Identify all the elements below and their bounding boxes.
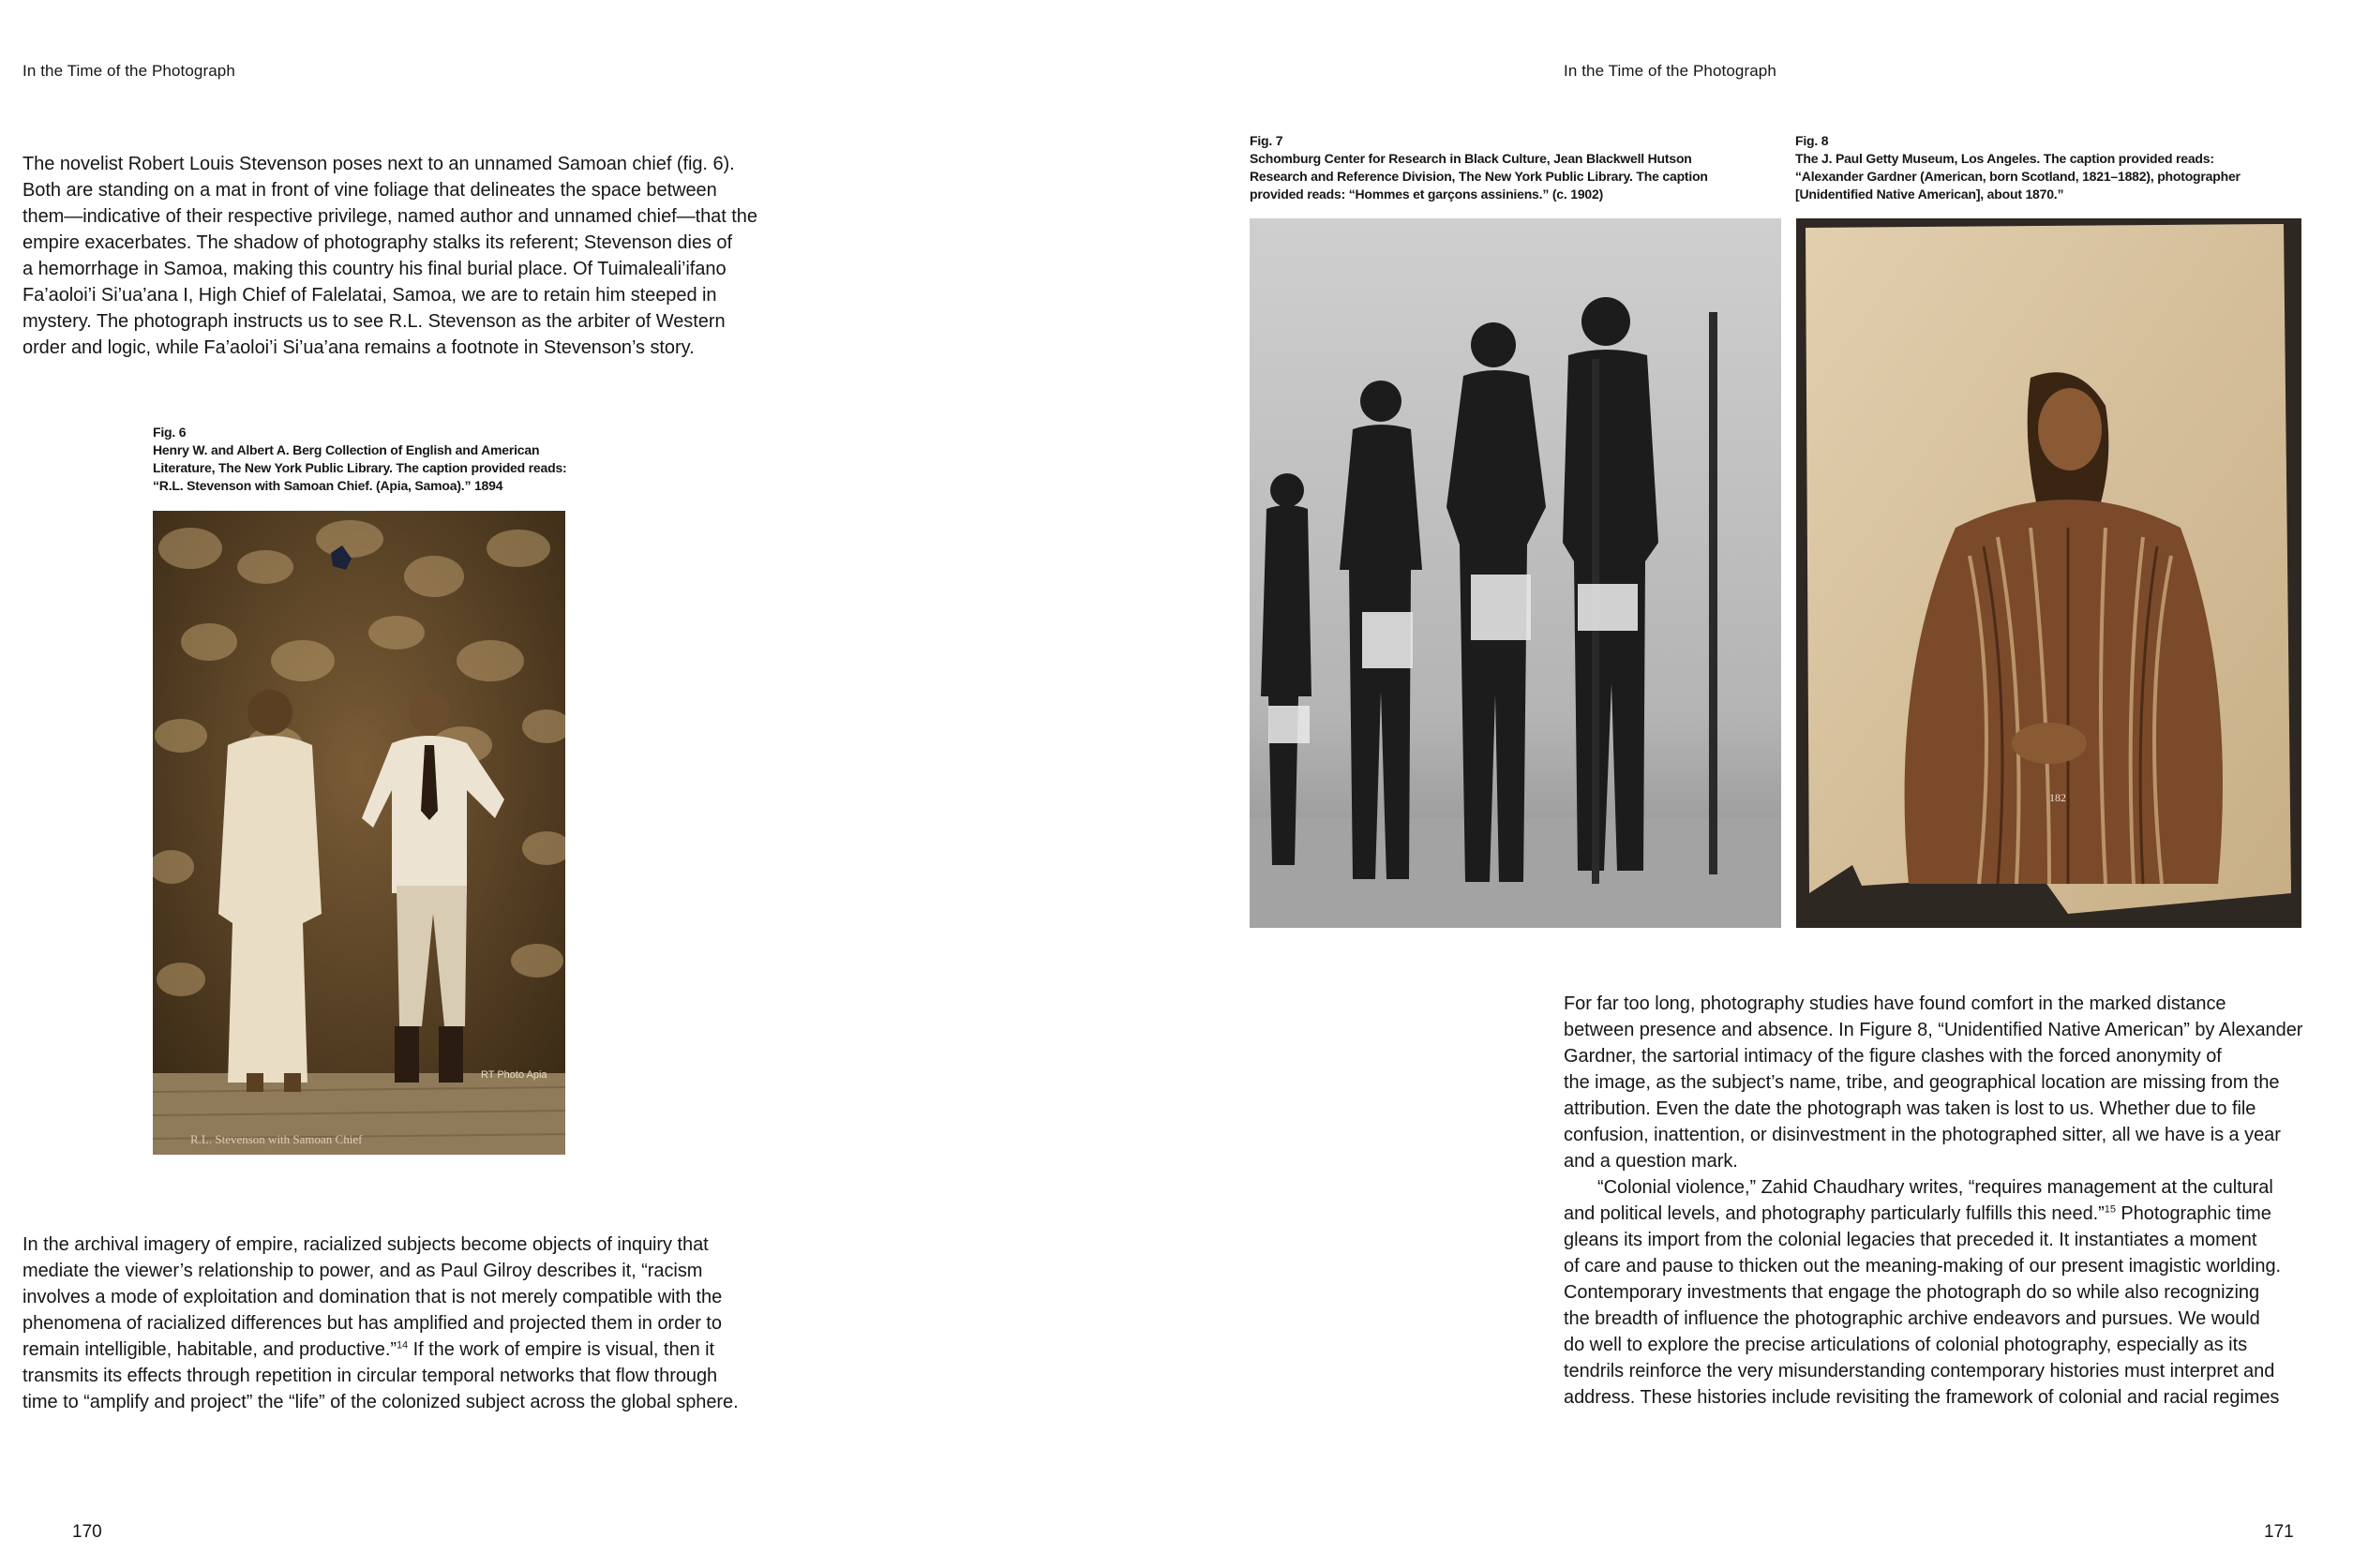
text-line: Contemporary investments that engage the photograph do so while also recognizing [1564, 1282, 2260, 1303]
text-line: tendrils reinforce the very misunderstanding contemporary histories must interpret and [1564, 1361, 2275, 1381]
text-line: In the archival imagery of empire, racialized subjects become objects of inquiry that [22, 1234, 709, 1255]
text-line-with-note [22, 1337, 739, 1363]
text-line: involves a mode of exploitation and domination that is not merely compatible with the [22, 1287, 723, 1307]
text-segment: and political levels, and photography particularly fulfills this need.” [1564, 1203, 2105, 1224]
figure-8-photo [1796, 218, 2301, 928]
text-line: them—indicative of their respective privilege, named author and unnamed chief—that the [22, 206, 757, 227]
text-line: phenomena of racialized differences but has amplified and projected them in order to [22, 1313, 722, 1334]
running-head-left: In the Time of the Photograph [22, 62, 235, 80]
photo-stamp: RT Photo Apia [481, 1069, 547, 1081]
text-line: attribution. Even the date the photograph was taken is lost to us. Whether due to file [1564, 1098, 2256, 1119]
text-line: Gardner, the sartorial intimacy of the figure clashes with the forced anonymity of [1564, 1046, 2222, 1067]
photo-inscription: R.L. Stevenson with Samoan Chief [190, 1132, 363, 1146]
text-line: transmits its effects through repetition in circular temporal networks that flow through [22, 1366, 718, 1386]
text-line: between presence and absence. In Figure 8, “Unidentified Native American” by Alexander [1564, 1020, 2303, 1040]
text-line: time to “amplify and project” the “life” of the colonized subject across the global sphere. [22, 1392, 739, 1412]
text-line-with-note [1564, 1201, 2302, 1227]
footnote-marker: 14 [396, 1339, 409, 1351]
left-paragraph-1 [22, 151, 757, 361]
caption-line: “R.L. Stevenson with Samoan Chief. (Apia, Samoa).” 1894 [153, 478, 503, 493]
text-line: a hemorrhage in Samoa, making this country his final burial place. Of Tuimaleali’ifano [22, 259, 727, 279]
text-line: confusion, inattention, or disinvestment in the photographed sitter, all we have is a year [1564, 1125, 2281, 1145]
figure-6-caption [153, 424, 567, 495]
right-page [1176, 0, 2353, 1568]
figure-8-caption [1795, 132, 2241, 203]
figure-8-label: Fig. 8 [1795, 133, 1829, 148]
text-line: mystery. The photograph instructs us to see R.L. Stevenson as the arbiter of Western [22, 311, 726, 332]
figure-7-caption [1250, 132, 1708, 203]
text-line: address. These histories include revisiting the framework of colonial and racial regimes [1564, 1387, 2280, 1408]
text-line: the image, as the subject’s name, tribe, and geographical location are missing from the [1564, 1072, 2280, 1093]
text-line: empire exacerbates. The shadow of photography stalks its referent; Stevenson dies of [22, 232, 732, 253]
caption-line: The J. Paul Getty Museum, Los Angeles. The caption provided reads: [1795, 151, 2214, 166]
text-line: mediate the viewer’s relationship to power, and as Paul Gilroy describes it, “racism [22, 1261, 703, 1281]
text-line: For far too long, photography studies have found comfort in the marked distance [1564, 993, 2226, 1014]
text-line: Both are standing on a mat in front of vine foliage that delineates the space between [22, 180, 717, 201]
figure-7-photo [1250, 218, 1781, 928]
caption-line: provided reads: “Hommes et garçons assiniens.” (c. 1902) [1250, 187, 1604, 202]
caption-line: Schomburg Center for Research in Black Culture, Jean Blackwell Hutson [1250, 151, 1692, 166]
caption-line: Henry W. and Albert A. Berg Collection of English and American [153, 442, 540, 457]
text-segment: Photographic time [2115, 1203, 2271, 1224]
text-line: the breadth of influence the photographic archive endeavors and pursues. We would [1564, 1308, 2260, 1329]
text-line: “Colonial violence,” Zahid Chaudhary writes, “requires management at the cultural [1597, 1177, 2273, 1198]
text-line: and a question mark. [1564, 1151, 1738, 1172]
left-page [0, 0, 1176, 1568]
footnote-marker: 15 [2104, 1203, 2116, 1216]
photo-number: 182 [2049, 791, 2066, 804]
figure-6-label: Fig. 6 [153, 425, 187, 440]
text-line: The novelist Robert Louis Stevenson poses next to an unnamed Samoan chief (fig. 6). [22, 154, 735, 174]
folio-left: 170 [72, 1522, 102, 1542]
left-paragraph-2 [22, 1232, 739, 1415]
caption-line: “Alexander Gardner (American, born Scotland, 1821–1882), photographer [1795, 169, 2241, 184]
caption-line: Research and Reference Division, The New York Public Library. The caption [1250, 169, 1708, 184]
figure-7-label: Fig. 7 [1250, 133, 1283, 148]
caption-line: [Unidentified Native American], about 1870.” [1795, 187, 2064, 202]
text-segment: remain intelligible, habitable, and productive.” [22, 1339, 397, 1360]
text-line: do well to explore the precise articulations of colonial photography, especially as its [1564, 1335, 2248, 1355]
text-line: gleans its import from the colonial legacies that preceded it. It instantiates a moment [1564, 1230, 2257, 1250]
text-line: of care and pause to thicken out the meaning-making of our present imagistic worlding. [1564, 1256, 2282, 1277]
caption-line: Literature, The New York Public Library. The caption provided reads: [153, 460, 567, 475]
running-head-right: In the Time of the Photograph [1564, 62, 1776, 80]
text-line: Fa’aoloi’i Si’ua’ana I, High Chief of Falelatai, Samoa, we are to retain him steeped in [22, 285, 717, 306]
text-segment: If the work of empire is visual, then it [408, 1339, 715, 1360]
text-line: order and logic, while Fa’aoloi’i Si’ua’ana remains a footnote in Stevenson’s story. [22, 337, 695, 358]
right-paragraph-1 [1564, 991, 2302, 1411]
folio-right: 171 [2264, 1522, 2294, 1542]
figure-6-photo [153, 511, 565, 1155]
